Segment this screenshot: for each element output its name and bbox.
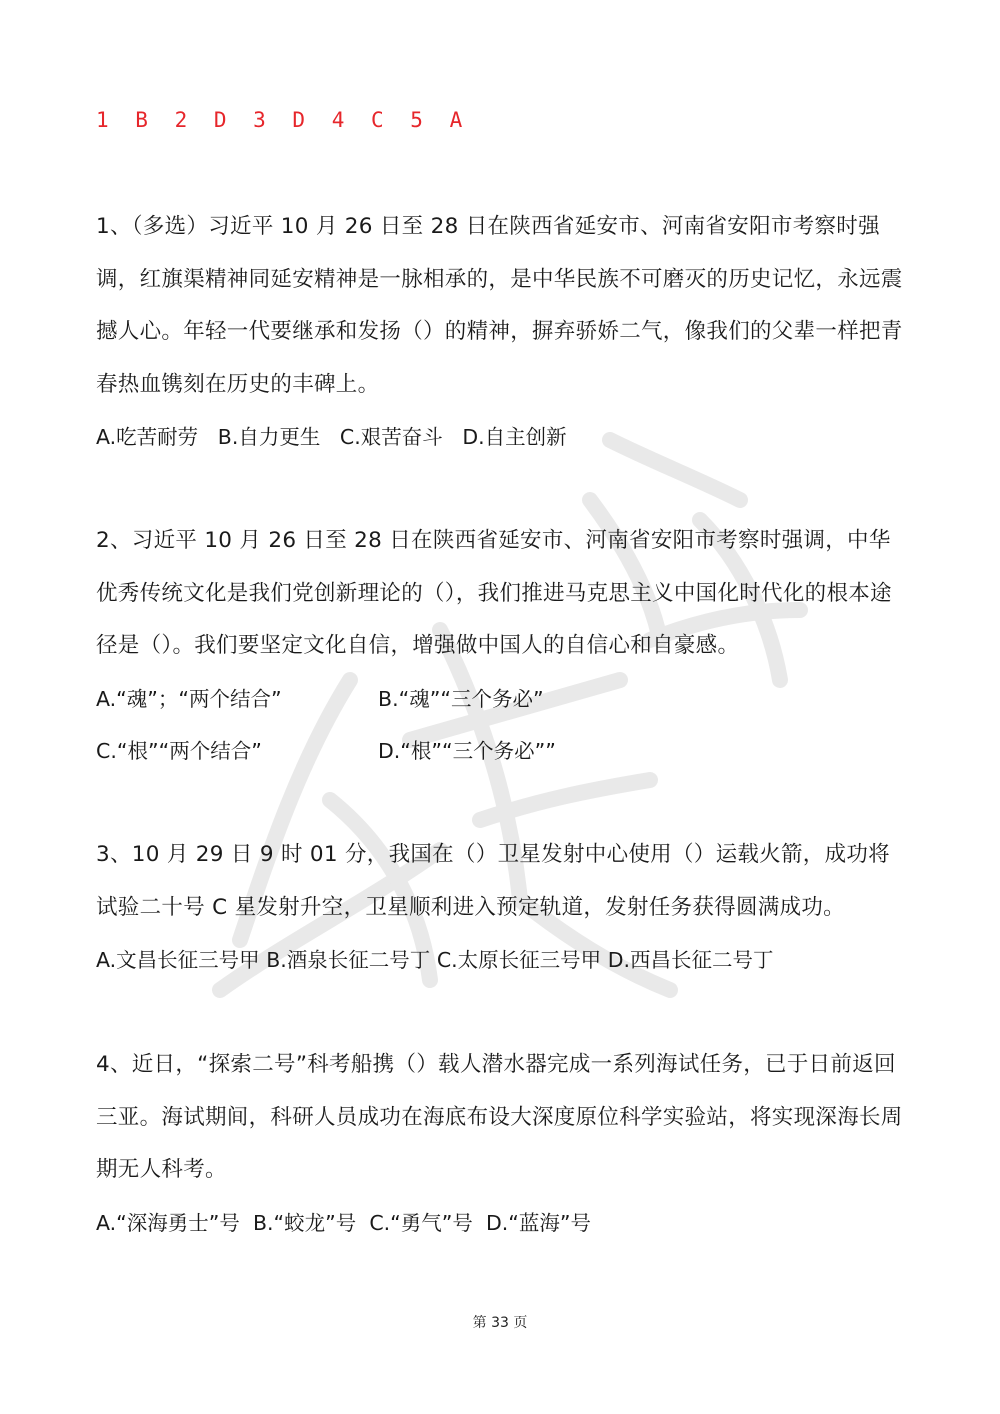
option-a: A.吃苦耐劳 — [96, 425, 199, 449]
option-c: C.“勇气”号 — [369, 1210, 473, 1235]
option-c: C.太原长征三号甲 — [436, 948, 602, 972]
option-b: B.“蛟龙”号 — [252, 1210, 357, 1235]
option-a: A.“魂”；“两个结合” — [96, 686, 282, 711]
option-d: D.“根”“三个务必”” — [378, 739, 556, 763]
options-row — [96, 673, 908, 726]
options-row — [96, 411, 908, 464]
question-stem: 2、习近平 10 月 26 日至 28 日在陕西省延安市、河南省安阳市考察时强调，中华优秀传统文化是我们党创新理论的（），我们推进马克思主义中国化时代化的根本途径是（）。我们要坚定文化自信，增强做中国人的自信心和自豪感。 — [96, 528, 892, 658]
option-d: D.“蓝海”号 — [485, 1210, 592, 1235]
option-a: A.文昌长征三号甲 — [96, 948, 260, 972]
page-footer — [0, 1312, 1000, 1332]
option-d: D.自主创新 — [462, 425, 567, 449]
option-b: B.酒泉长征二号丁 — [266, 948, 431, 972]
option-b: B.自力更生 — [217, 425, 321, 449]
option-a: A.“深海勇士”号 — [96, 1210, 240, 1235]
options-row — [96, 934, 908, 987]
question-stem: 4、近日，“探索二号”科考船携（）载人潜水器完成一系列海试任务，已于日前返回三亚。海试期间，科研人员成功在海底布设大深度原位科学实验站，将实现深海长周期无人科考。 — [96, 1052, 903, 1182]
options-row — [96, 1197, 908, 1250]
options-row — [96, 725, 908, 778]
option-c: C.“根”“两个结合” — [96, 739, 262, 763]
question-2 — [96, 515, 908, 778]
question-1 — [96, 201, 908, 464]
question-stem: 3、10 月 29 日 9 时 01 分，我国在（）卫星发射中心使用（）运载火箭，成功将试验二十号 C 星发射升空，卫星顺利进入预定轨道，发射任务获得圆满成功。 — [96, 842, 890, 920]
page-prefix: 第 — [472, 1315, 487, 1331]
option-c: C.艰苦奋斗 — [339, 425, 443, 449]
question-3 — [96, 829, 908, 987]
question-stem: 1、（多选）习近平 10 月 26 日至 28 日在陕西省延安市、河南省安阳市考察时强调，红旗渠精神同延安精神是一脉相承的，是中华民族不可磨灭的历史记忆，永远震撼人心。年轻一代要继承和发扬（）的精神，摒弃骄娇二气，像我们的父辈一样把青春热血镌刻在历史的丰碑上。 — [96, 214, 903, 397]
answer-key: 1 B 2 D 3 D 4 C 5 A — [96, 108, 470, 132]
option-d: D.西昌长征二号丁 — [607, 948, 774, 972]
page-suffix: 页 — [513, 1315, 528, 1331]
page-number: 33 — [491, 1315, 509, 1331]
option-b: B.“魂”“三个务必” — [378, 686, 544, 711]
question-4 — [96, 1039, 908, 1249]
